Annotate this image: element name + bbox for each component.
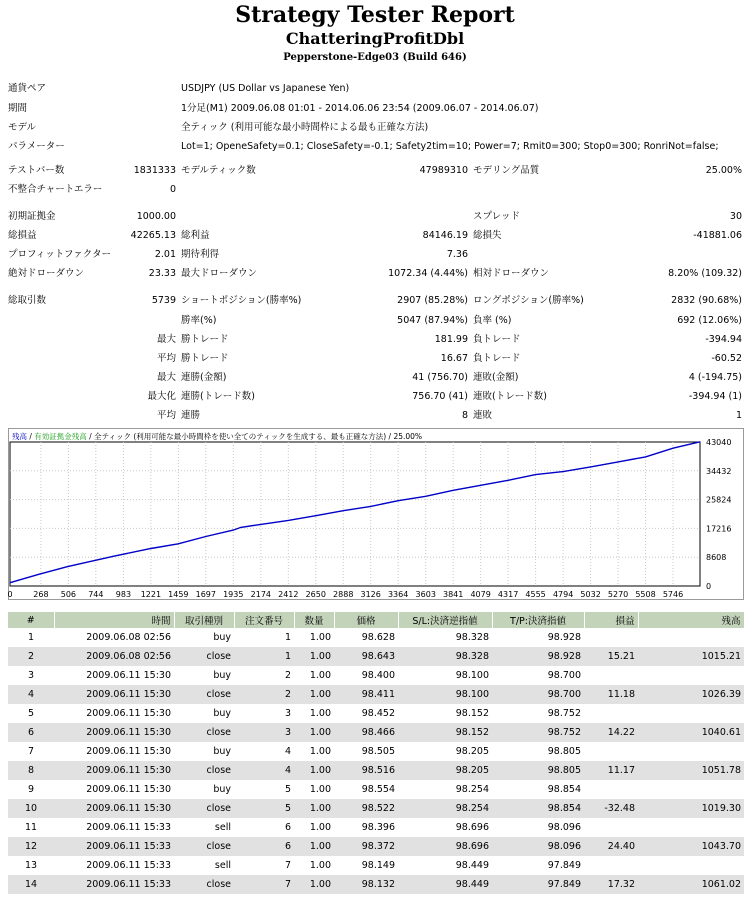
table-cell (638, 818, 744, 837)
cons-profit-label: 連勝(トレード数) (181, 391, 255, 402)
table-cell: 1.00 (309, 708, 331, 719)
table-cell: 1.00 (294, 837, 334, 856)
column-header: S/L:決済逆指値 (398, 612, 492, 628)
table-cell: 1.00 (294, 647, 334, 666)
table-cell: 14 (8, 875, 54, 894)
x-tick-label: 1221 (140, 590, 162, 599)
gross-loss-value: -41881.06 (693, 230, 742, 241)
x-tick-label: 3126 (360, 590, 381, 599)
table-cell: 1.00 (309, 746, 331, 757)
table-cell: 2009.06.11 15:30 (54, 685, 174, 704)
table-row (8, 704, 744, 723)
table-cell: 4 (8, 685, 54, 704)
abs-dd-label: 絶対ドローダウン (8, 268, 85, 279)
table-cell: 3 (234, 723, 294, 742)
table-cell: 11 (24, 822, 38, 833)
table-cell: 6 (8, 723, 54, 742)
column-header: 注文番号 (234, 612, 294, 628)
x-tick-label: 0 (7, 590, 13, 599)
symbol-value: USDJPY (US Dollar vs Japanese Yen) (181, 83, 350, 94)
report-title: Strategy Tester Report (235, 2, 515, 28)
table-cell: 17.32 (584, 875, 638, 894)
legend-item: / (27, 432, 35, 441)
table-cell: buy (213, 632, 231, 643)
symbol-label: 通貨ペア (8, 83, 47, 94)
net-label: 総損益 (8, 230, 37, 241)
trades-value: 5739 (151, 295, 176, 306)
table-cell: 1026.39 (638, 685, 744, 704)
win-pct-label: 勝率(%) (181, 315, 217, 326)
table-cell (584, 628, 638, 647)
table-cell: 2009.06.11 15:33 (86, 822, 171, 833)
table-cell (638, 628, 744, 647)
legend-item: 全ティック (利用可能な最小時間枠を使い全てのティックを生成する、最も正確な方法) (94, 432, 387, 441)
max-dd-label: 最大ドローダウン (181, 268, 258, 279)
table-cell: 10 (8, 799, 54, 818)
table-cell: 98.400 (361, 670, 395, 681)
table-cell: 98.152 (398, 723, 492, 742)
table-cell: 98.132 (334, 875, 398, 894)
x-tick-label: 4079 (470, 590, 491, 599)
ticks-value: 47989310 (419, 165, 468, 176)
legend-item: / (386, 432, 394, 441)
table-cell: 98.854 (547, 784, 581, 795)
table-row (8, 818, 744, 837)
avg-loss-label: 負トレード (473, 353, 521, 364)
table-cell: 1.00 (309, 860, 331, 871)
table-cell: 98.328 (398, 647, 492, 666)
table-cell: 98.805 (492, 761, 584, 780)
table-cell: close (174, 723, 234, 742)
gross-profit-label: 総利益 (181, 230, 210, 241)
table-cell: 2009.06.11 15:30 (86, 746, 171, 757)
cons-losses-label: 連敗(金額) (473, 372, 519, 383)
table-row (8, 761, 744, 780)
table-cell: 97.849 (547, 860, 581, 871)
cons-wins-label: 連勝(金額) (181, 372, 227, 383)
table-cell: 2009.06.11 15:33 (54, 875, 174, 894)
table-cell: 6 (234, 837, 294, 856)
table-cell: 98.516 (334, 761, 398, 780)
table-cell: sell (214, 822, 231, 833)
y-tick-label: 0 (706, 582, 712, 591)
table-cell: 1019.30 (638, 799, 744, 818)
table-cell (638, 704, 744, 723)
x-tick-label: 4317 (497, 590, 519, 599)
table-cell (584, 704, 638, 723)
table-cell: 97.849 (492, 875, 584, 894)
table-cell: 7 (234, 875, 294, 894)
table-cell: close (174, 685, 234, 704)
table-cell: 2 (284, 670, 291, 681)
mismatch-label: 不整合チャートエラー (8, 184, 103, 195)
table-cell: 1040.61 (638, 723, 744, 742)
table-cell (584, 780, 638, 799)
gross-profit-value: 84146.19 (422, 230, 468, 241)
model-value: 全ティック (利用可能な最小時間枠による最も正確な方法) (181, 122, 429, 133)
period-value: 1分足(M1) 2009.06.08 01:01 - 2014.06.06 23:54 (2009.06.07 - 2014.06.07) (181, 103, 539, 114)
spread-label: スプレッド (473, 211, 521, 222)
largest-loss-value: -394.94 (705, 334, 742, 345)
table-cell: 5 (234, 799, 294, 818)
table-cell: 2009.06.11 15:33 (54, 837, 174, 856)
table-row (8, 628, 744, 647)
x-tick-label: 5746 (662, 590, 684, 599)
column-header: 価格 (334, 612, 398, 628)
table-cell: 1.00 (309, 784, 331, 795)
table-cell: 98.628 (361, 632, 395, 643)
avg-label-1: 平均 (156, 353, 176, 364)
legend-item: / (86, 432, 95, 441)
deposit-value: 1000.00 (136, 211, 176, 222)
table-cell (638, 666, 744, 685)
table-cell: 5 (27, 708, 35, 719)
table-cell: 98.696 (398, 837, 492, 856)
bars-value: 1831333 (133, 165, 176, 176)
table-cell: 1 (27, 632, 35, 643)
column-header: 取引種別 (174, 612, 234, 628)
table-cell: buy (213, 784, 231, 795)
params-label: パラメーター (8, 141, 65, 152)
avg-cons-losses-label: 連敗 (473, 410, 493, 421)
trade-table (8, 612, 745, 894)
x-tick-label: 5270 (607, 590, 629, 599)
table-cell: buy (213, 746, 231, 757)
x-tick-label: 2412 (278, 590, 299, 599)
table-cell: 3 (284, 708, 291, 719)
maxp-label: 最大化 (147, 391, 176, 402)
table-cell: 98.149 (361, 860, 395, 871)
table-cell: 98.449 (398, 875, 492, 894)
table-cell (638, 780, 744, 799)
table-cell: 1.00 (294, 875, 334, 894)
table-cell: 24.40 (584, 837, 638, 856)
quality-label: モデリング品質 (473, 165, 540, 176)
table-cell: 1.00 (294, 799, 334, 818)
table-cell: 4 (284, 746, 291, 757)
x-tick-label: 4555 (525, 590, 546, 599)
table-cell: 1.00 (294, 685, 334, 704)
x-tick-label: 5032 (580, 590, 601, 599)
largest-win-label: 勝トレード (181, 334, 229, 345)
table-header-row (8, 612, 744, 628)
table-cell: 98.411 (334, 685, 398, 704)
loss-pct-label: 負率 (%) (473, 315, 512, 326)
period-label: 期間 (8, 103, 28, 114)
table-cell: 98.254 (398, 799, 492, 818)
table-cell: -32.48 (584, 799, 638, 818)
table-cell: 2009.06.11 15:30 (54, 799, 174, 818)
table-cell: close (174, 647, 234, 666)
table-cell: 98.205 (398, 761, 492, 780)
table-cell: 98.928 (547, 632, 581, 643)
bars-label: テストバー数 (8, 165, 65, 176)
table-cell: 98.205 (455, 746, 489, 757)
table-cell: 98.928 (492, 647, 584, 666)
avg-cons-wins-value: 8 (461, 410, 468, 421)
max-label-1: 最大 (156, 334, 176, 345)
table-cell: 98.805 (547, 746, 581, 757)
x-tick-label: 268 (33, 590, 49, 599)
table-cell: 98.752 (547, 708, 581, 719)
table-cell: 98.554 (361, 784, 395, 795)
cons-losses-value: 4 (-194.75) (688, 372, 742, 383)
table-cell: 98.752 (492, 723, 584, 742)
table-cell: buy (213, 670, 231, 681)
table-row (8, 780, 744, 799)
table-row (8, 647, 744, 666)
table-cell: 1061.02 (638, 875, 744, 894)
table-cell: 8 (8, 761, 54, 780)
table-cell: 98.700 (492, 685, 584, 704)
table-cell: 2009.06.11 15:33 (86, 860, 171, 871)
avg-cons-wins-label: 連勝 (181, 410, 201, 421)
table-cell: 11.17 (584, 761, 638, 780)
column-header: 損益 (584, 612, 638, 628)
trades-label: 総取引数 (8, 295, 47, 306)
table-cell: 2009.06.11 15:30 (86, 708, 171, 719)
table-cell: 11.18 (584, 685, 638, 704)
y-tick-label: 8608 (706, 553, 727, 563)
table-cell: 4 (234, 761, 294, 780)
max-dd-value: 1072.34 (4.44%) (388, 268, 468, 279)
ea-name: ChatteringProfitDbl (285, 29, 465, 48)
table-row (8, 666, 744, 685)
table-cell: close (174, 875, 234, 894)
table-cell: 7 (27, 746, 35, 757)
table-cell: 1.00 (309, 822, 331, 833)
table-cell: 98.396 (361, 822, 395, 833)
x-tick-label: 2650 (305, 590, 326, 599)
table-cell: sell (214, 860, 231, 871)
table-row (8, 685, 744, 704)
table-cell: 1.00 (309, 670, 331, 681)
table-cell: 6 (284, 822, 291, 833)
column-header: # (8, 612, 54, 628)
y-tick-label: 25824 (706, 495, 732, 505)
table-cell: 98.466 (334, 723, 398, 742)
table-cell: 98.096 (492, 837, 584, 856)
avg-win-value: 16.67 (440, 353, 468, 364)
table-cell: 9 (27, 784, 35, 795)
short-value: 2907 (85.28%) (397, 295, 468, 306)
table-row (8, 723, 744, 742)
table-cell: 7 (284, 860, 291, 871)
cons-loss-label: 連敗(トレード数) (473, 391, 547, 402)
table-cell: 13 (24, 860, 38, 871)
table-cell: 15.21 (584, 647, 638, 666)
spread-value: 30 (729, 211, 742, 222)
mismatch-value: 0 (169, 184, 176, 195)
table-cell: 98.522 (334, 799, 398, 818)
net-value: 42265.13 (130, 230, 176, 241)
x-tick-label: 3603 (415, 590, 436, 599)
table-cell: 98.372 (334, 837, 398, 856)
x-tick-label: 1935 (223, 590, 244, 599)
chart-legend (12, 431, 422, 441)
server-name: Pepperstone-Edge03 (Build 646) (283, 52, 467, 63)
table-cell: 2009.06.11 15:30 (54, 761, 174, 780)
table-cell: close (174, 799, 234, 818)
column-header: 残高 (638, 612, 744, 628)
long-value: 2832 (90.68%) (671, 295, 742, 306)
gross-loss-label: 総損失 (473, 230, 502, 241)
cons-wins-value: 41 (756.70) (412, 372, 468, 383)
largest-win-value: 181.99 (434, 334, 468, 345)
table-row (8, 875, 744, 894)
table-cell: 12 (8, 837, 54, 856)
table-cell: buy (213, 708, 231, 719)
table-cell (584, 856, 638, 875)
table-cell: 2009.06.11 15:30 (86, 784, 171, 795)
long-label: ロングポジション(勝率%) (473, 295, 584, 306)
column-header: 数量 (294, 612, 334, 628)
table-cell (638, 742, 744, 761)
largest-loss-label: 負トレード (473, 334, 521, 345)
table-cell: 98.700 (547, 670, 581, 681)
x-tick-label: 4794 (552, 590, 574, 599)
loss-pct-value: 692 (12.06%) (677, 315, 742, 326)
legend-item: 残高 (12, 432, 27, 441)
table-row (8, 799, 744, 818)
table-cell: 98.449 (455, 860, 489, 871)
table-cell: 98.328 (455, 632, 489, 643)
balance-chart-svg (8, 428, 744, 600)
y-tick-label: 34432 (706, 466, 732, 476)
x-tick-label: 2174 (250, 590, 272, 599)
table-cell: close (174, 761, 234, 780)
table-cell: 3 (27, 670, 35, 681)
avg-loss-value: -60.52 (711, 353, 742, 364)
rel-dd-value: 8.20% (109.32) (668, 268, 742, 279)
table-cell: 1015.21 (638, 647, 744, 666)
table-cell: 98.152 (455, 708, 489, 719)
plot-area (10, 442, 700, 586)
expected-label: 期待利得 (181, 249, 220, 260)
table-cell: 98.505 (361, 746, 395, 757)
table-cell: 14.22 (584, 723, 638, 742)
rel-dd-label: 相対ドローダウン (473, 268, 550, 279)
cons-profit-value: 756.70 (41) (412, 391, 468, 402)
x-tick-label: 983 (115, 590, 132, 599)
table-cell: close (174, 837, 234, 856)
table-cell (584, 666, 638, 685)
table-cell: 2009.06.11 15:30 (54, 723, 174, 742)
table-cell: 98.254 (455, 784, 489, 795)
table-cell (638, 856, 744, 875)
win-pct-value: 5047 (87.94%) (397, 315, 468, 326)
table-cell: 98.696 (455, 822, 489, 833)
table-row (8, 837, 744, 856)
table-cell (584, 742, 638, 761)
table-cell: 2 (234, 685, 294, 704)
column-header: 時間 (54, 612, 174, 628)
column-header: T/P:決済指値 (492, 612, 584, 628)
y-tick-label: 43040 (706, 438, 732, 447)
avg-win-label: 勝トレード (181, 353, 229, 364)
legend-item: 25.00% (393, 432, 423, 441)
avg-label-2: 平均 (156, 410, 176, 421)
table-cell: 98.854 (492, 799, 584, 818)
x-tick-label: 3841 (443, 590, 464, 599)
ticks-label: モデルティック数 (181, 165, 256, 176)
balance-chart (8, 428, 744, 600)
table-cell: 1043.70 (638, 837, 744, 856)
deposit-label: 初期証拠金 (8, 211, 56, 222)
max-label-2: 最大 (156, 372, 176, 383)
table-cell: 1.00 (294, 761, 334, 780)
short-label: ショートポジション(勝率%) (181, 295, 302, 306)
x-tick-label: 506 (60, 590, 77, 599)
table-cell: 1 (234, 647, 294, 666)
pf-value: 2.01 (154, 249, 176, 260)
table-cell: 98.452 (361, 708, 395, 719)
table-cell: 98.100 (455, 670, 489, 681)
x-tick-label: 5508 (635, 590, 656, 599)
table-cell: 1051.78 (638, 761, 744, 780)
x-tick-label: 1697 (195, 590, 216, 599)
abs-dd-value: 23.33 (148, 268, 176, 279)
table-cell: 2009.06.11 15:30 (86, 670, 171, 681)
table-cell: 2009.06.08 02:56 (86, 632, 171, 643)
avg-cons-losses-value: 1 (735, 410, 742, 421)
table-cell: 98.100 (398, 685, 492, 704)
table-cell: 1.00 (294, 723, 334, 742)
table-cell: 98.643 (334, 647, 398, 666)
table-cell: 2 (8, 647, 54, 666)
params-value: Lot=1; OpeneSafety=0.1; CloseSafety=-0.1; Safety2tim=10; Power=7; Rmit0=300; Stop0=300; RonriNot=false; (181, 141, 719, 152)
y-tick-label: 17216 (706, 524, 732, 534)
table-body (8, 628, 744, 894)
model-label: モデル (8, 122, 37, 133)
table-cell: 1 (284, 632, 291, 643)
x-tick-label: 2888 (333, 590, 354, 599)
table-cell: 2009.06.08 02:56 (54, 647, 174, 666)
table-cell: 98.096 (547, 822, 581, 833)
x-tick-label: 3364 (387, 590, 409, 599)
table-row (8, 856, 744, 875)
quality-value: 25.00% (705, 165, 742, 176)
table-cell (584, 818, 638, 837)
table-row (8, 742, 744, 761)
table-cell: 1.00 (309, 632, 331, 643)
x-tick-label: 1459 (168, 590, 189, 599)
cons-loss-value: -394.94 (1) (688, 391, 742, 402)
x-tick-label: 744 (88, 590, 104, 599)
legend-item: 有効証拠金残高 (34, 432, 87, 441)
table-cell: 5 (284, 784, 291, 795)
pf-label: プロフィットファクター (8, 249, 112, 260)
expected-value: 7.36 (446, 249, 468, 260)
